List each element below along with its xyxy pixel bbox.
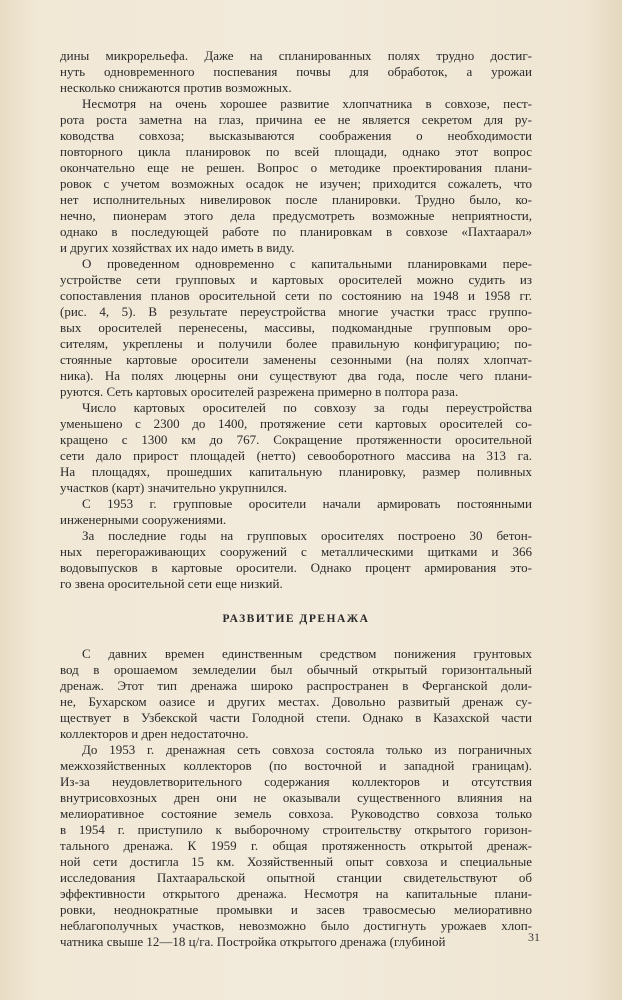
text-line: водовыпусков в картовые оросители. Однако процент армирования это- xyxy=(60,560,532,575)
text-line: дренаж. Этот тип дренажа широко распространен в Ферганской доли- xyxy=(60,678,532,693)
paragraph xyxy=(60,528,532,592)
irrigation-network-section xyxy=(60,48,532,592)
text-line: Из-за неудовлетворительного содержания коллекторов и отсутствия xyxy=(60,774,532,789)
text-line: сителям, укреплены и получили более правильную конфигурацию; по- xyxy=(60,336,532,351)
paragraph xyxy=(60,48,532,96)
text-line: чатника свыше 12—18 ц/га. Постройка открытого дренажа (глубиной xyxy=(60,934,446,949)
text-line: эффективности открытого дренажа. Несмотря на капитальные плани- xyxy=(60,886,532,901)
text-line: участков (карт) значительно укрупнился. xyxy=(60,480,288,495)
text-line: сети дало прирост площадей (нетто) севооборотного массива на 313 га. xyxy=(60,448,532,463)
text-line: О проведенном одновременно с капитальными планировками пере- xyxy=(82,256,532,271)
text-line: Число картовых оросителей по совхозу за годы переустройства xyxy=(82,400,532,415)
text-line: мелиоративное состояние земель совхоза. Руководство совхоза только xyxy=(60,806,532,821)
text-line: ководства совхоза; высказываются соображения о необходимости xyxy=(60,128,532,143)
text-line: повторного цикла планировок по всей площади, однако этот вопрос xyxy=(60,144,532,159)
text-line: внутрисовхозных дрен они не оказывали существенного влияния на xyxy=(60,790,532,805)
text-line: го звена оросительной сети еще низкий. xyxy=(60,576,283,591)
text-line: За последние годы на групповых оросителях построено 30 бетон- xyxy=(82,528,532,543)
page-text xyxy=(60,48,532,950)
text-line: стоянные картовые оросители заменены сезонными (на полях хлопчат- xyxy=(60,352,532,367)
text-line: (рис. 4, 5). В результате переустройства многие участки трасс группо- xyxy=(60,304,532,319)
text-line: кращено с 1300 км до 767. Сокращение протяженности оросительной xyxy=(60,432,532,447)
text-line: нечно, пионерам этого дела предусмотреть возможные неприятности, xyxy=(60,208,532,223)
text-line: коллекторов и дрен недостаточно. xyxy=(60,726,249,741)
text-line: нуть одновременного поспевания почвы для обработок, а урожаи xyxy=(60,64,532,79)
text-line: вых оросителей перенесены, массивы, подкомандные групповым оро- xyxy=(60,320,532,335)
text-line: Несмотря на очень хорошее развитие хлопчатника в совхозе, пест- xyxy=(82,96,532,111)
text-line: исследования Пахтааральской опытной станции свидетельствуют об xyxy=(60,870,532,885)
text-line: До 1953 г. дренажная сеть совхоза состояла только из пограничных xyxy=(82,742,532,757)
text-line: нет исполнительных нивелировок после планировки. Трудно было, ко- xyxy=(60,192,532,207)
text-line: На площадях, прошедших капитальную планировку, размер поливных xyxy=(60,464,532,479)
text-line: ных перегораживающих сооружений с металлическими щитками и 366 xyxy=(60,544,532,559)
text-line: тального дренажа. К 1959 г. общая протяженность открытой дренаж- xyxy=(60,838,532,853)
text-line: сопоставления планов оросительной сети по состоянию на 1948 и 1958 гг. xyxy=(60,288,532,303)
text-line: межхозяйственных коллекторов (по восточной и западной границам). xyxy=(60,758,532,773)
page-number: 31 xyxy=(528,930,540,944)
section-heading: РАЗВИТИЕ ДРЕНАЖА xyxy=(222,613,370,625)
text-line: ника). На полях люцерны они существуют два года, после чего плани- xyxy=(60,368,532,383)
text-line: однако в последующей работе по планировкам в совхозе «Пахтаарал» xyxy=(60,224,532,239)
text-line: окончательно еще не решен. Вопрос о методике проектирования плани- xyxy=(60,160,532,175)
text-line: ровок с учетом возможных осадок не изучен; приходится сожалеть, что xyxy=(60,176,532,191)
text-line: ровки, неоднократные промывки и засев травосмесью мелиоративно xyxy=(60,902,532,917)
text-line: С 1953 г. групповые оросители начали армировать постоянными xyxy=(82,496,532,511)
text-line: ществует в Узбекской части Голодной степи. Однако в Казахской части xyxy=(60,710,532,725)
paragraph xyxy=(60,646,532,742)
text-line: ной сети достигла 15 км. Хозяйственный опыт совхоза и специальные xyxy=(60,854,532,869)
text-line: неблагополучных участков, невозможно было достигнуть урожаев хлоп- xyxy=(60,918,532,933)
text-line: дины микрорельефа. Даже на спланированных полях трудно достиг- xyxy=(60,48,532,63)
text-line: несколько снижаются против возможных. xyxy=(60,80,292,95)
text-line: рота роста заметна на глаз, причина ее не является секретом для ру- xyxy=(60,112,532,127)
text-line: вод в орошаемом земледелии был обычный открытый горизонтальный xyxy=(60,662,532,677)
text-line: в 1954 г. приступило к выборочному строительству открытого горизон- xyxy=(60,822,532,837)
paragraph xyxy=(60,742,532,950)
text-line: уменьшено с 2300 до 1400, протяжение сети картовых оросителей со- xyxy=(60,416,532,431)
paragraph xyxy=(60,400,532,496)
text-line: и других хозяйствах их надо иметь в виду. xyxy=(60,240,295,255)
text-line: инженерными сооружениями. xyxy=(60,512,227,527)
paragraph xyxy=(60,496,532,528)
paragraph xyxy=(60,96,532,256)
text-line: руются. Сеть картовых оросителей разрежена примерно в полтора раза. xyxy=(60,384,459,399)
text-line: устройстве сети групповых и картовых оросителей можно судить из xyxy=(60,272,532,287)
text-line: С давних времен единственным средством понижения грунтовых xyxy=(82,646,532,661)
paragraph xyxy=(60,256,532,400)
text-line: не, Бухарском оазисе и других местах. Довольно развитый дренаж су- xyxy=(60,694,532,709)
drainage-section xyxy=(60,646,532,950)
